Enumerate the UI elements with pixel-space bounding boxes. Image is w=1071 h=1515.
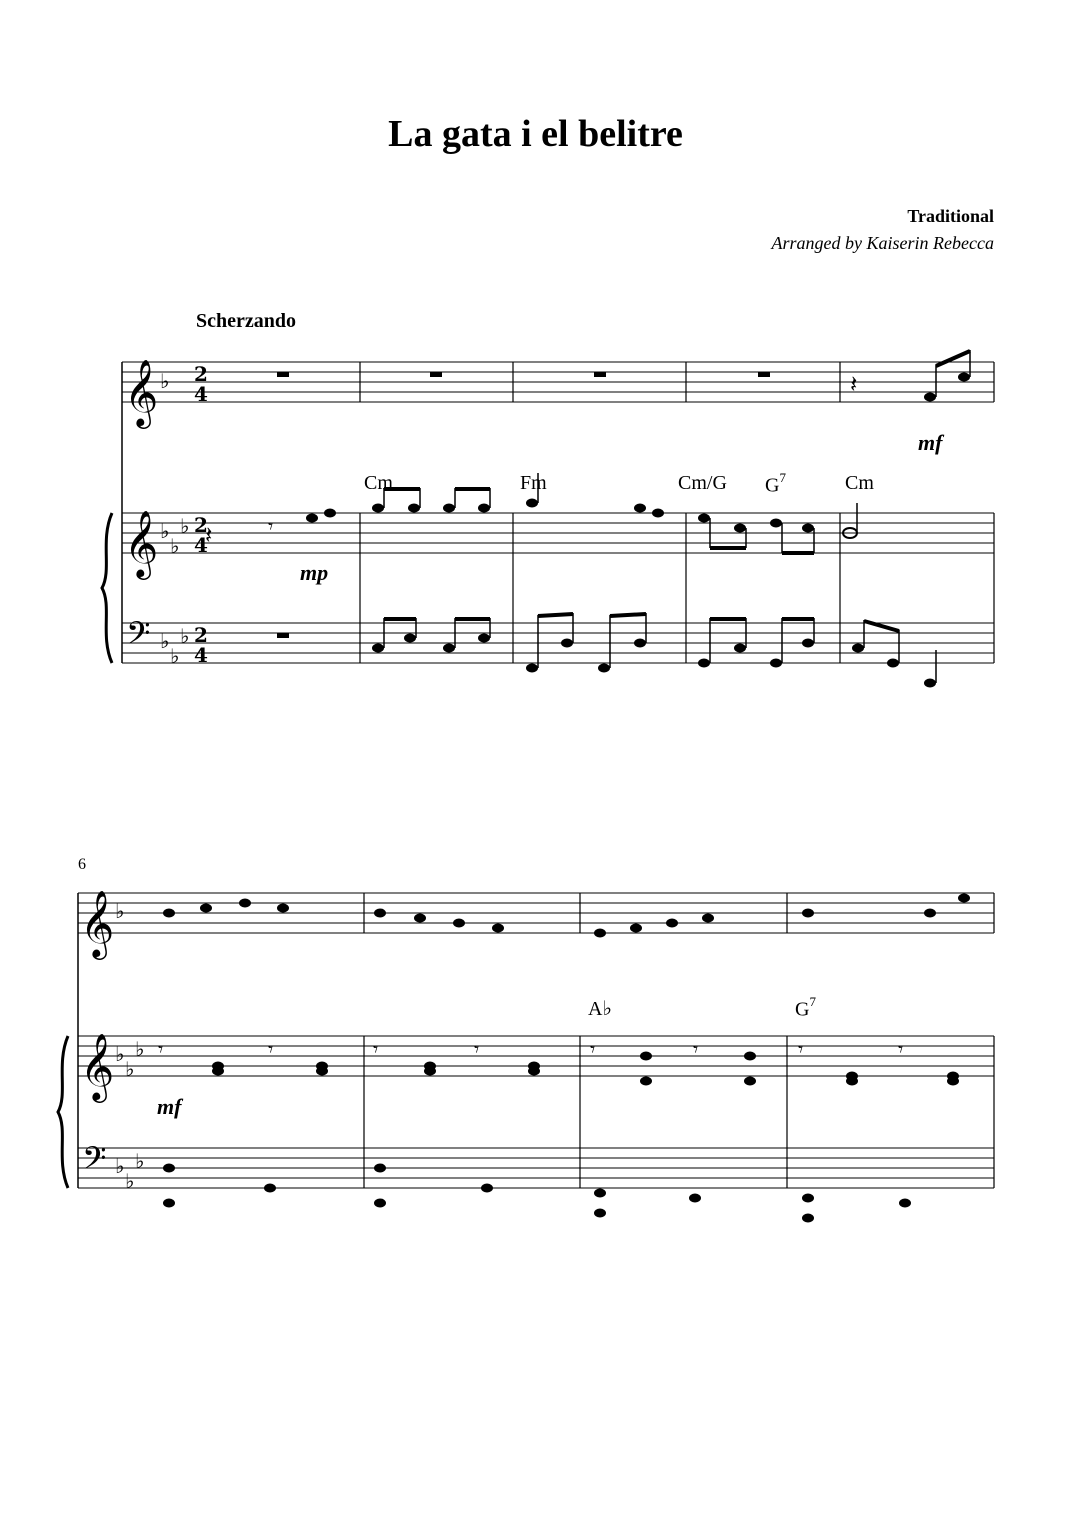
treble-clef-icon: 𝄞: [124, 509, 159, 577]
svg-text:𝄾: 𝄾: [898, 1037, 904, 1061]
flat-icon: ♭: [135, 1149, 145, 1173]
flat-icon: ♭: [115, 1042, 125, 1066]
svg-text:𝄾: 𝄾: [693, 1037, 699, 1061]
svg-text:4: 4: [194, 643, 208, 667]
flat-icon: ♭: [180, 514, 190, 538]
flat-icon: ♭: [125, 1057, 135, 1081]
treble-clef-icon: 𝄞: [124, 358, 159, 426]
svg-text:𝄾: 𝄾: [268, 514, 274, 538]
flat-icon: ♭: [125, 1169, 135, 1193]
svg-text:𝄾: 𝄾: [798, 1037, 804, 1061]
chord-symbol: Cm/G: [678, 472, 727, 494]
flat-icon: ♭: [170, 644, 180, 668]
svg-text:2: 2: [194, 362, 208, 386]
chord-symbol: Cm: [845, 472, 874, 494]
chord-symbol: $G^7$: [765, 470, 786, 497]
flat-icon: ♭: [115, 899, 125, 923]
svg-text:𝄾: 𝄾: [158, 1037, 164, 1061]
dynamic-marking: mp: [300, 560, 329, 585]
treble-clef-icon: 𝄞: [80, 1032, 115, 1100]
tempo-marking: Scherzando: [196, 310, 296, 332]
dynamic-marking: mf: [157, 1094, 182, 1119]
flat-icon: ♭: [115, 1154, 125, 1178]
piano-bass-staff-1: [122, 623, 994, 663]
chord-symbol: Cm: [364, 472, 393, 494]
melody-staff-2: [78, 893, 994, 933]
score-title: La gata i el belitre: [388, 113, 683, 155]
flat-icon: ♭: [170, 534, 180, 558]
svg-text:4: 4: [194, 533, 208, 557]
svg-text:𝄾: 𝄾: [373, 1037, 379, 1061]
flat-icon: ♭: [180, 624, 190, 648]
svg-text:𝄾: 𝄾: [590, 1037, 596, 1061]
chord-symbol: A♭: [588, 998, 612, 1020]
piano-bass-staff-2: [78, 1148, 994, 1188]
svg-text:𝄾: 𝄾: [474, 1037, 480, 1061]
treble-clef-icon: 𝄞: [80, 889, 115, 957]
chord-symbol: $G^7$: [795, 994, 816, 1021]
composer: Traditional: [907, 206, 994, 226]
bass-clef-icon: 𝄢: [82, 1140, 107, 1184]
bass-clef-icon: 𝄢: [126, 615, 151, 659]
dynamic-marking: mf: [918, 430, 943, 455]
chord-symbol: Fm: [520, 472, 547, 494]
svg-text:2: 2: [194, 623, 208, 647]
flat-icon: ♭: [160, 369, 170, 393]
svg-text:𝄽: 𝄽: [850, 370, 858, 398]
melody-staff-1: [122, 362, 994, 402]
svg-text:2: 2: [194, 513, 208, 537]
svg-text:4: 4: [194, 382, 208, 406]
svg-text:𝄾: 𝄾: [268, 1037, 274, 1061]
piano-treble-staff-1: [122, 513, 994, 553]
flat-icon: ♭: [160, 519, 170, 543]
arranger: Arranged by Kaiserin Rebecca: [771, 233, 994, 253]
measure-number: 6: [78, 856, 86, 873]
flat-icon: ♭: [160, 629, 170, 653]
svg-text:𝄽: 𝄽: [205, 521, 213, 549]
flat-icon: ♭: [135, 1037, 145, 1061]
